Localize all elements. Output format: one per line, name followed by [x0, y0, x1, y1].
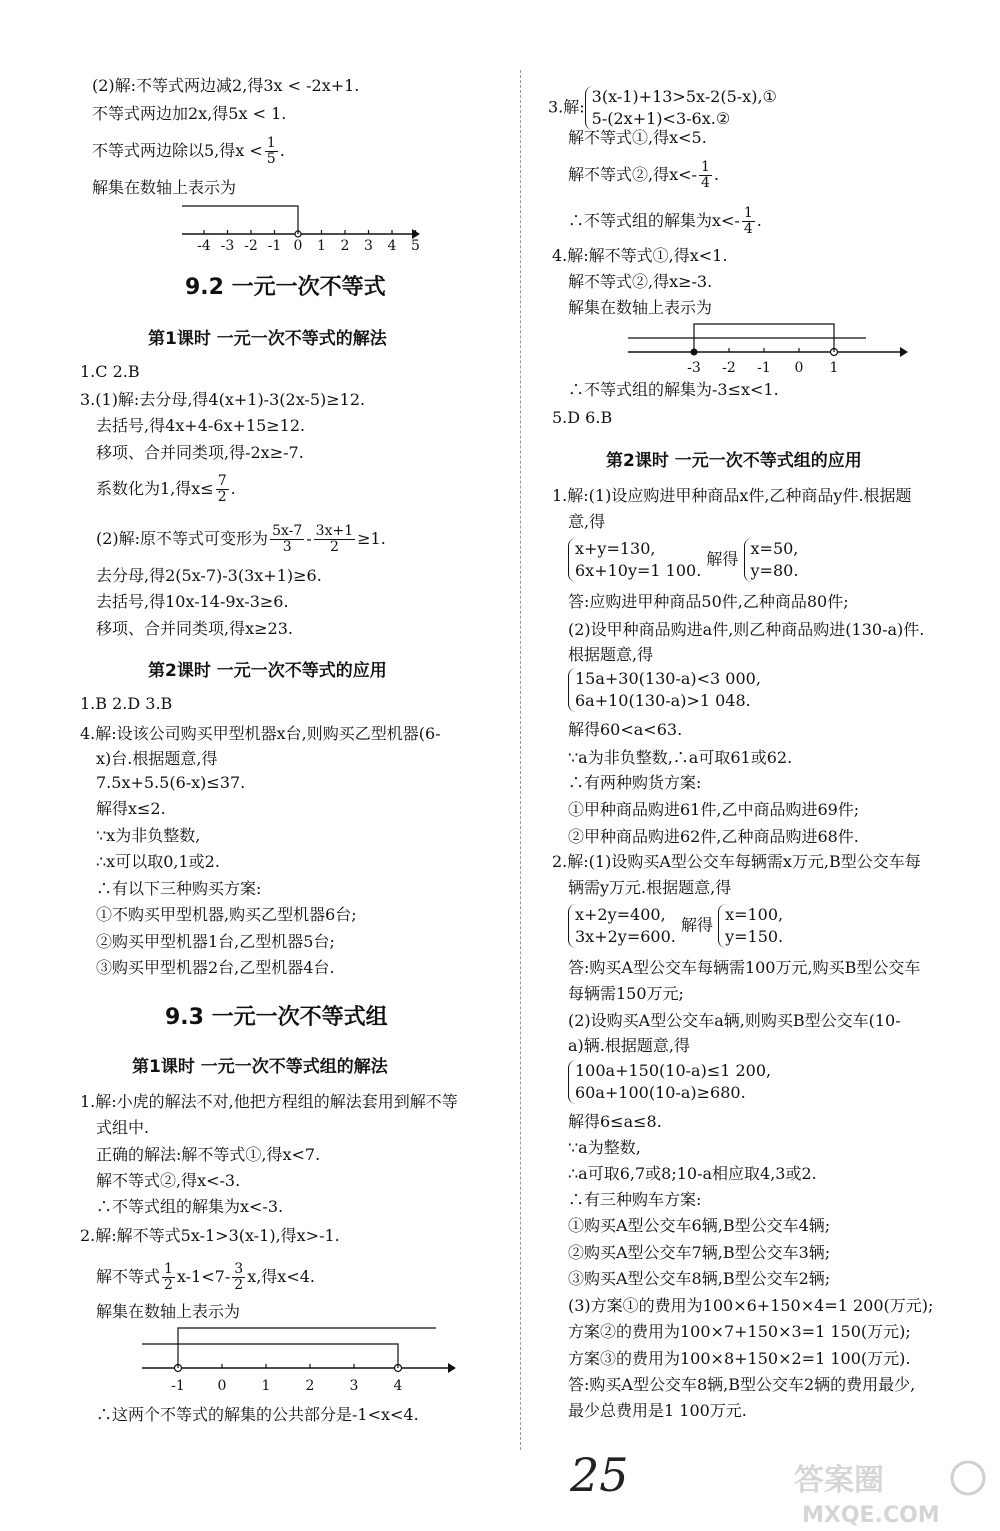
text-line: 1.解:(1)设应购进甲种商品x件,乙种商品y件.根据题 [552, 486, 912, 505]
text-line: 3.解:3(x-1)+13>5x-2(5-x),① 5-(2x+1)<3-6x.② [548, 87, 777, 128]
text-line: 解不等式②,得x<-3. [96, 1171, 241, 1190]
text-line: 移项、合并同类项,得x≥23. [96, 619, 293, 638]
text-line: 解集在数轴上表示为 [92, 178, 237, 197]
number-line-tick-label: 3 [349, 1378, 359, 1394]
column-divider [520, 70, 521, 1450]
number-line-3 [626, 318, 916, 378]
text-line: 解不等式 $\frac{1}{2}$ x-1<7- $\frac{3}{2}$ x,得x<4. [96, 1261, 315, 1293]
text-line: (2)设甲种商品购进a件,则乙种商品购进(130-a)件. [568, 620, 925, 639]
number-line-tick-label: -1 [171, 1378, 185, 1394]
text-line: 解集在数轴上表示为 [96, 1302, 241, 1321]
text-line: 1.解:小虎的解法不对,他把方程组的解法套用到解不等 [80, 1092, 458, 1111]
number-line-tick-label: 2 [305, 1378, 315, 1394]
number-line-tick-label: 1 [317, 238, 326, 254]
text-line: x+y=130, 6x+10y=1 100. 解得 x=50, y=80. [568, 538, 798, 582]
text-line: ②甲种商品购进62件,乙种商品购进68件. [568, 827, 859, 846]
text-line: ∴有三种购车方案: [568, 1190, 702, 1209]
text-line: 解得6≤a≤8. [568, 1112, 662, 1131]
lesson-title: 第2课时 一元一次不等式组的应用 [606, 451, 862, 471]
text-line: 解集在数轴上表示为 [568, 298, 713, 317]
text-line: 去括号,得4x+4-6x+15≥12. [96, 416, 306, 435]
watermark-logo [790, 1458, 990, 1528]
number-line-tick-label: 1 [261, 1378, 271, 1394]
text-line: 解不等式②,得x<- $\frac{1}{4}$ . [568, 159, 719, 191]
text-line: 1.C 2.B [80, 362, 140, 381]
text-line: 每辆需150万元; [568, 984, 684, 1003]
text-line: x+2y=400, 3x+2y=600. 解得 x=100, y=150. [568, 904, 783, 948]
number-line-tick-label: -4 [197, 238, 211, 254]
text-line: 辆需y万元.根据题意,得 [568, 878, 732, 897]
number-line-tick-label: 0 [217, 1378, 227, 1394]
text-line: 4.解:解不等式①,得x<1. [552, 246, 728, 265]
number-line-tick-label: -1 [757, 360, 771, 376]
text-line: (2)解:原不等式可变形为 $\frac{5x-7}{3}$ - $\frac{3x+1}{2}$ ≥1. [96, 523, 386, 555]
number-line-tick-label: 0 [794, 360, 804, 376]
text-line: 正确的解法:解不等式①,得x<7. [96, 1145, 321, 1164]
text-line: 5.D 6.B [552, 408, 613, 427]
text-line: ③购买甲型机器2台,乙型机器4台. [96, 958, 335, 977]
text-line: 2.解:(1)设购买A型公交车每辆需x万元,B型公交车每 [552, 852, 921, 871]
text-line: (3)方案①的费用为100×6+150×4=1 200(万元); [568, 1296, 934, 1315]
number-line-tick-label: 1 [829, 360, 839, 376]
text-line: 方案②的费用为100×7+150×3=1 150(万元); [568, 1322, 911, 1341]
text-line: x)台.根据题意,得 [96, 749, 218, 768]
text-line: ③购买A型公交车8辆,B型公交车2辆; [568, 1269, 831, 1288]
text-line: ∴不等式组的解集为x<- $\frac{1}{4}$ . [568, 205, 762, 237]
text-line: ②购买A型公交车7辆,B型公交车3辆; [568, 1243, 831, 1262]
number-line-tick-label: 4 [393, 1378, 403, 1394]
lesson-title: 第1课时 一元一次不等式的解法 [148, 329, 387, 349]
text-line: ∴这两个不等式的解集的公共部分是-1<x<4. [96, 1405, 419, 1424]
lesson-title: 第2课时 一元一次不等式的应用 [148, 661, 387, 681]
text-line: ∴a可取6,7或8;10-a相应取4,3或2. [568, 1164, 817, 1183]
text-line: ∴不等式组的解集为x<-3. [96, 1197, 284, 1216]
text-line: ∴有两种购货方案: [568, 773, 702, 792]
number-line-tick-label: 4 [387, 238, 397, 254]
text-line: 1.B 2.D 3.B [80, 694, 173, 713]
page-number: 25 [570, 1448, 629, 1502]
number-line-1 [180, 198, 420, 256]
text-line: 2.解:解不等式5x-1>3(x-1),得x>-1. [80, 1226, 340, 1245]
text-line: ①不购买甲型机器,购买乙型机器6台; [96, 905, 357, 924]
text-line: 不等式两边除以5,得x < $\frac{1}{5}$ . [92, 135, 285, 167]
number-line-tick-label: 2 [340, 238, 350, 254]
number-line-tick-label: -2 [244, 238, 258, 254]
text-line: 答:购买A型公交车每辆需100万元,购买B型公交车 [568, 958, 921, 977]
text-line: 移项、合并同类项,得-2x≥-7. [96, 443, 304, 462]
svg-text:MXQE.COM: MXQE.COM [802, 1503, 940, 1528]
section-title-9-2: 9.2 一元一次不等式 [185, 275, 386, 300]
lesson-title: 第1课时 一元一次不等式组的解法 [132, 1057, 388, 1077]
number-line-2 [140, 1320, 460, 1400]
number-line-tick-label: 3 [364, 238, 373, 254]
text-line: 答:应购进甲种商品50件,乙种商品80件; [568, 592, 849, 611]
text-line: 去分母,得2(5x-7)-3(3x+1)≥6. [96, 566, 322, 585]
text-line: 不等式两边加2x,得5x < 1. [92, 104, 287, 123]
number-line-tick-label: -1 [267, 238, 282, 254]
text-line: ∴有以下三种购买方案: [96, 879, 262, 898]
text-line: 方案③的费用为100×8+150×2=1 100(万元). [568, 1349, 911, 1368]
text-line: 答:购买A型公交车8辆,B型公交车2辆的费用最少, [568, 1375, 916, 1394]
number-line-tick-label: -2 [722, 360, 736, 376]
number-line-tick-label: -3 [220, 238, 235, 254]
number-line-tick-label: -3 [687, 360, 701, 376]
text-line: ∵a为整数, [568, 1138, 641, 1157]
text-line: 根据题意,得 [568, 645, 654, 664]
text-line: ∵x为非负整数, [96, 826, 201, 845]
text-line: 式组中. [96, 1118, 150, 1137]
text-line: 解不等式②,得x≥-3. [568, 272, 713, 291]
text-line: ∴x可以取0,1或2. [96, 852, 220, 871]
text-line: ①甲种商品购进61件,乙中商品购进69件; [568, 800, 860, 819]
text-line: 100a+150(10-a)≤1 200, 60a+100(10-a)≥680. [568, 1060, 771, 1104]
text-line: 系数化为1,得x≤ $\frac{7}{2}$ . [96, 473, 236, 505]
text-line: ∴不等式组的解集为-3≤x<1. [568, 380, 779, 399]
text-line: ①购买A型公交车6辆,B型公交车4辆; [568, 1216, 831, 1235]
text-line: 4.解:设该公司购买甲型机器x台,则购买乙型机器(6- [80, 724, 441, 743]
text-line: 7.5x+5.5(6-x)≤37. [96, 773, 246, 792]
text-line: a)辆.根据题意,得 [568, 1036, 690, 1055]
text-line: ∵a为非负整数,∴a可取61或62. [568, 748, 793, 767]
number-line-tick-label: 5 [411, 238, 420, 254]
text-line: 3.(1)解:去分母,得4(x+1)-3(2x-5)≥12. [80, 390, 366, 409]
text-line: 15a+30(130-a)<3 000, 6a+10(130-a)>1 048. [568, 668, 761, 712]
text-line: 解得60<a<63. [568, 720, 683, 739]
text-line: 最少总费用是1 100万元. [568, 1401, 747, 1420]
text-line: (2)解:不等式两边减2,得3x < -2x+1. [92, 76, 360, 95]
text-line: 解不等式①,得x<5. [568, 128, 707, 147]
section-title-9-3: 9.3 一元一次不等式组 [165, 1005, 388, 1030]
text-line: 去括号,得10x-14-9x-3≥6. [96, 592, 289, 611]
text-line: 意,得 [568, 512, 606, 531]
text-line: (2)设购买A型公交车a辆,则购买B型公交车(10- [568, 1011, 901, 1030]
svg-text:答案圈: 答案圈 [794, 1463, 884, 1498]
number-line-tick-label: 0 [293, 238, 303, 254]
text-line: 解得x≤2. [96, 799, 166, 818]
text-line: ②购买甲型机器1台,乙型机器5台; [96, 932, 335, 951]
